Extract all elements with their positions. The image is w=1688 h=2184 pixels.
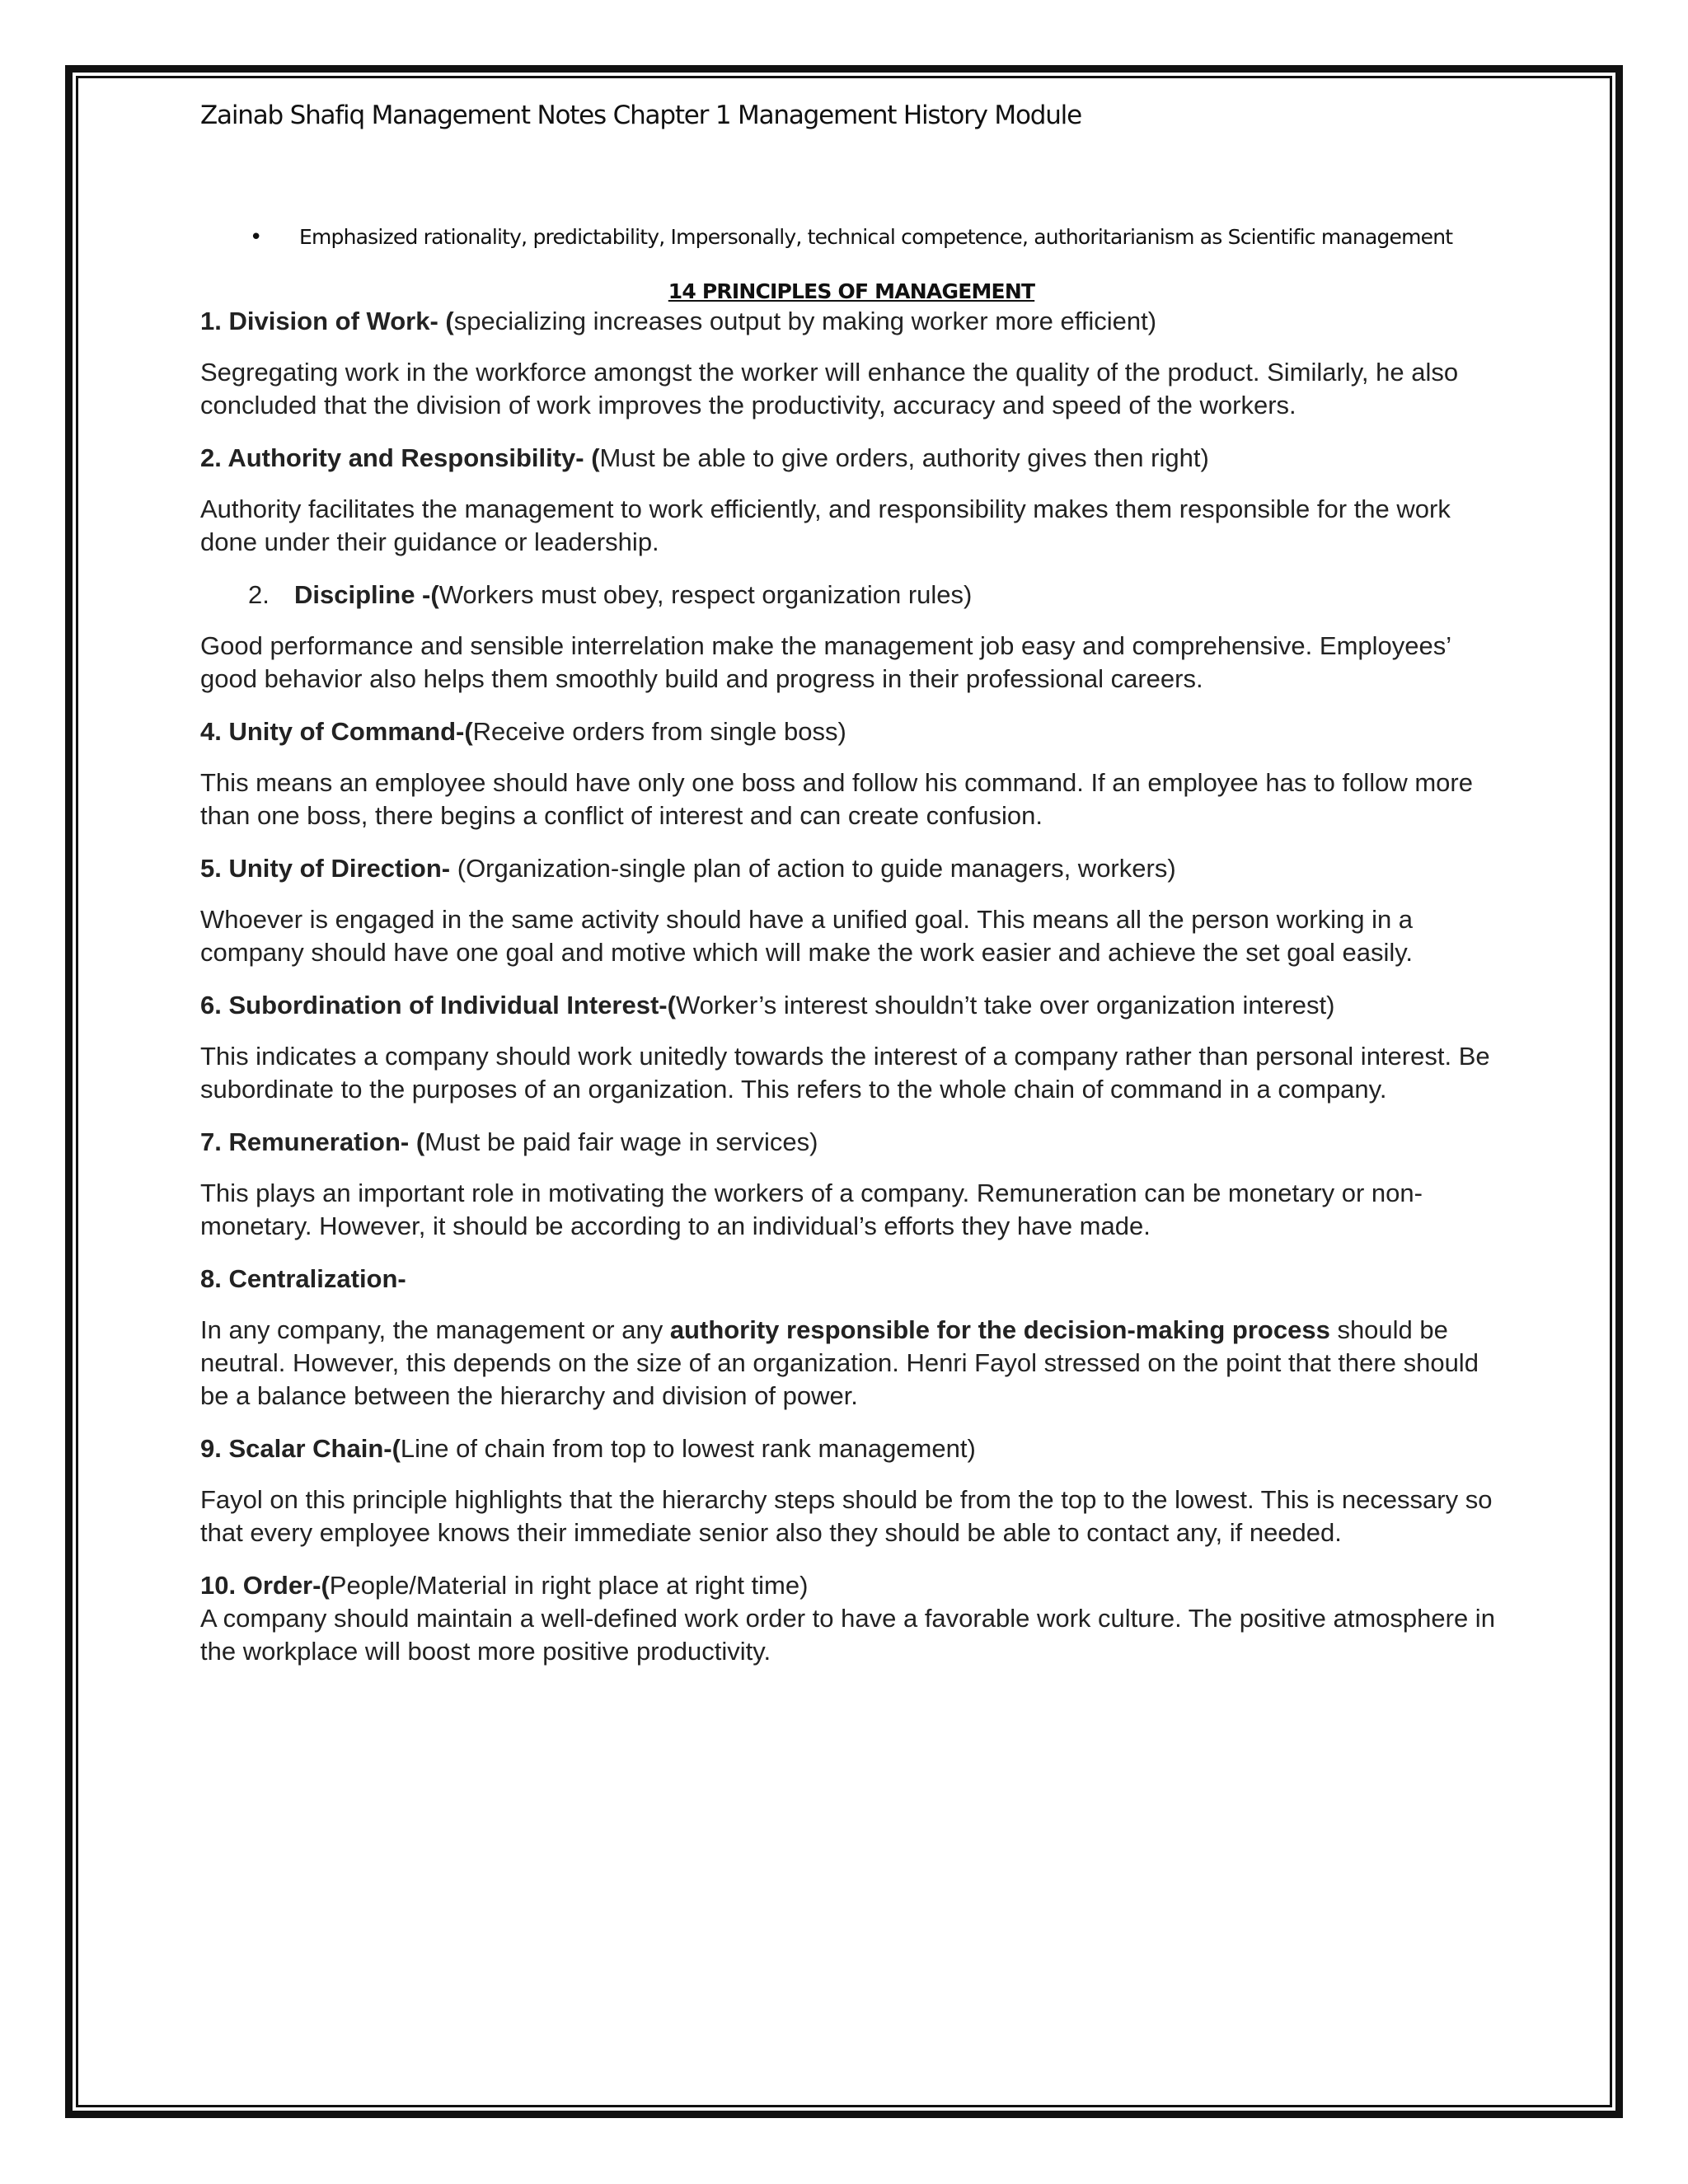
principle-heading xyxy=(200,852,1503,885)
principle-text: Good performance and sensible interrelation make the management job easy and comprehensive. Employees’ good behavior also helps them smoothly build and progress in their professional careers. xyxy=(200,631,1451,693)
principle-heading xyxy=(200,1569,1503,1602)
principle-heading xyxy=(200,305,1503,338)
principle-title: 8. Centralization- xyxy=(200,1264,406,1293)
principle-title: 9. Scalar Chain-( xyxy=(200,1434,401,1463)
principle-text-part: should be neutral. However, this depends on the size of an organization. Henri Fayol stressed on the point that there should be a balance between the hierarchy and division of power. xyxy=(200,1315,1479,1410)
principle-text: This indicates a company should work unitedly towards the interest of a company rather than personal interest. Be subordinate to the purposes of an organization. This refers to the whole chain of command in a company. xyxy=(200,1042,1490,1104)
principle-note: Must be able to give orders, authority gives then right) xyxy=(599,443,1209,472)
principle-title: 2. Authority and Responsibility- ( xyxy=(200,443,600,472)
principle-note: Receive orders from single boss) xyxy=(472,717,846,746)
principle-title: 5. Unity of Direction- xyxy=(200,854,457,883)
principle-text-part: In any company, the management or any xyxy=(200,1315,670,1344)
principle-text: Whoever is engaged in the same activity should have a unified goal. This means all the person working in a company should have one goal and motive which will make the work easier and achieve the set goal easily. xyxy=(200,905,1414,967)
principle-heading xyxy=(200,715,1503,748)
bullet-text: Emphasized rationality, predictability, Impersonally, technical competence, authoritarianism as Scientific management xyxy=(299,225,1453,249)
principle-note: Line of chain from top to lowest rank management) xyxy=(400,1434,976,1463)
principle-text xyxy=(200,1314,1503,1413)
principle-text: This plays an important role in motivating the workers of a company. Remuneration can be monetary or non-monetary. However, it should be according to an individual’s efforts they have made. xyxy=(200,1179,1423,1240)
principle-text: A company should maintain a well-defined work order to have a favorable work culture. The positive atmosphere in the workplace will boost more positive productivity. xyxy=(200,1604,1495,1666)
principle-text: This means an employee should have only one boss and follow his command. If an employee has to follow more than one boss, there begins a conflict of interest and can create confusion. xyxy=(200,768,1473,830)
principle-note: specializing increases output by making worker more efficient) xyxy=(453,307,1157,335)
principle-note: People/Material in right place at right time) xyxy=(329,1571,809,1600)
principle-note: Must be paid fair wage in services) xyxy=(424,1127,818,1156)
principle-heading xyxy=(200,989,1503,1022)
principle-title: Discipline -( xyxy=(294,580,439,609)
principle-note: Worker’s interest shouldn’t take over organization interest) xyxy=(675,991,1335,1019)
principle-text: Authority facilitates the management to work efficiently, and responsibility makes them responsible for the work done under their guidance or leadership. xyxy=(200,494,1451,556)
principle-text: Fayol on this principle highlights that the hierarchy steps should be from the top to the lowest. This is necessary so that every employee knows their immediate senior also they should be able to contact any, if needed. xyxy=(200,1485,1493,1547)
principle-title: 10. Order-( xyxy=(200,1571,330,1600)
section-title: 14 PRINCIPLES OF MANAGEMENT xyxy=(668,279,1035,303)
principle-title: 4. Unity of Command-( xyxy=(200,717,473,746)
principle-note: Workers must obey, respect organization rules) xyxy=(438,580,973,609)
bullet-item xyxy=(250,221,1503,254)
document-header: Zainab Shafiq Management Notes Chapter 1 Management History Module xyxy=(200,101,1081,130)
principle-title: 1. Division of Work- ( xyxy=(200,307,454,335)
principle-heading xyxy=(200,1126,1503,1159)
principle-heading xyxy=(200,442,1503,475)
principle-title: 7. Remuneration- ( xyxy=(200,1127,425,1156)
principle-note: (Organization-single plan of action to guide managers, workers) xyxy=(457,854,1176,883)
principle-heading xyxy=(200,579,1503,612)
principle-text: Segregating work in the workforce amongst the worker will enhance the quality of the product. Similarly, he also concluded that the division of work improves the productivity, accuracy and speed of the workers. xyxy=(200,358,1459,419)
principle-title: 6. Subordination of Individual Interest-( xyxy=(200,991,676,1019)
principle-number: 2. xyxy=(248,580,270,609)
bullet-icon: • xyxy=(250,225,262,250)
document-page xyxy=(200,91,1503,1688)
principle-heading xyxy=(200,1432,1503,1465)
principle-text-bold: authority responsible for the decision-making process xyxy=(669,1315,1330,1344)
principle-heading xyxy=(200,1263,1503,1296)
